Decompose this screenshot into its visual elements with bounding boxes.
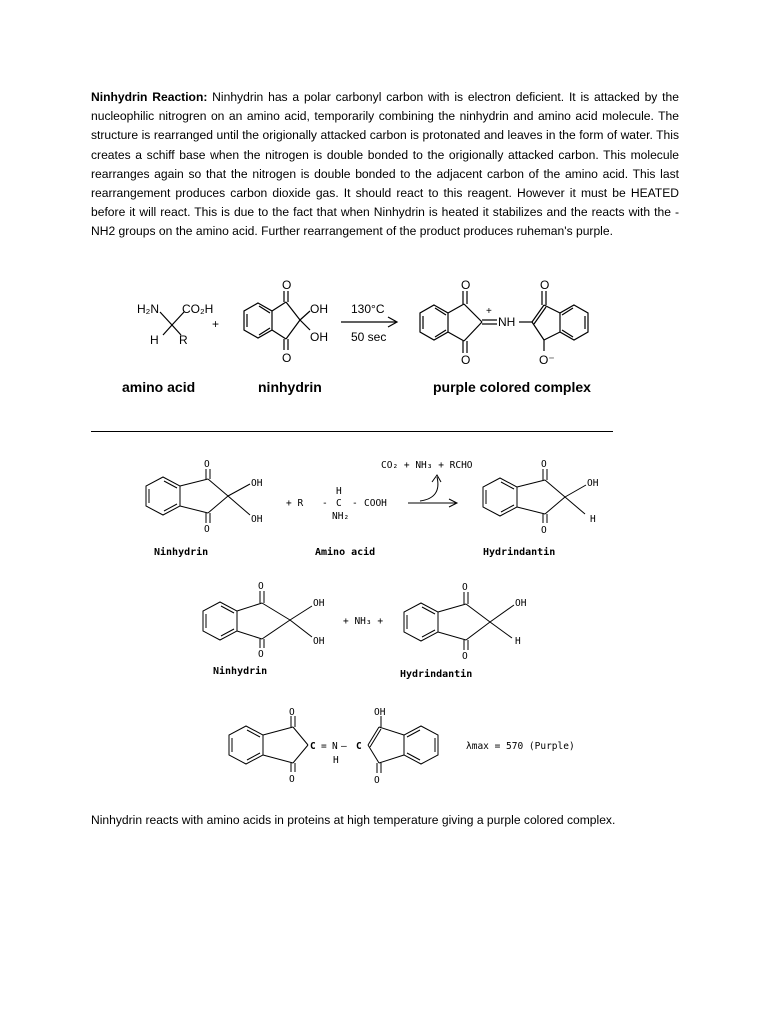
h-label: H — [150, 333, 159, 347]
r1-ninhydrin-oh1: OH — [251, 478, 263, 489]
r2-hydrindantin-oh: OH — [515, 598, 527, 609]
h2n-label: H₂N — [137, 302, 159, 316]
section-divider — [91, 431, 613, 432]
r3-c2: C — [356, 741, 362, 752]
ninhydrin-o-top: O — [282, 278, 292, 292]
ninhydrin-oh-1: OH — [310, 302, 328, 316]
hydrindantin-structure-2 — [404, 592, 514, 650]
r2-hydrindantin-h: H — [515, 636, 521, 647]
product-o-top-2: O — [540, 278, 550, 292]
product-o-minus: O⁻ — [539, 353, 555, 367]
r2-ninhydrin-o2: O — [258, 649, 264, 660]
r3-o2: O — [289, 774, 295, 785]
r1-ninhydrin-o1: O — [204, 459, 210, 470]
r2-ninhydrin-o1: O — [258, 581, 264, 592]
r2-hydrindantin-o1: O — [462, 582, 468, 593]
r1-ninhydrin-oh2: OH — [251, 514, 263, 525]
r3-o3: O — [374, 775, 380, 786]
co2h-label: CO₂H — [182, 302, 214, 316]
aa-h-label: H — [336, 486, 342, 497]
r2-ninhydrin-oh2: OH — [313, 636, 325, 647]
r1-product-o1: O — [541, 459, 547, 470]
r1-product-h: H — [590, 514, 596, 525]
r3-c1: C — [310, 741, 316, 752]
label-ninhydrin: ninhydrin — [258, 379, 322, 395]
reaction-arrow-2 — [408, 499, 457, 507]
r3-o1: O — [289, 707, 295, 718]
ninhydrin-structure-2 — [146, 469, 250, 523]
r3-h: H — [333, 755, 339, 766]
product-right-ring — [519, 291, 588, 351]
r1-product-oh: OH — [587, 478, 599, 489]
product-left-ring — [420, 291, 497, 353]
condition-time: 50 sec — [351, 330, 387, 344]
plus-charge: + — [486, 306, 492, 317]
hydrindantin-structure — [483, 469, 586, 523]
product-o-top-1: O — [461, 278, 471, 292]
ruhemann-left-ring — [229, 716, 308, 772]
r3-equals: = — [321, 741, 327, 752]
r2-label-ninhydrin: Ninhydrin — [213, 666, 268, 677]
r2-ninhydrin-oh1: OH — [313, 598, 325, 609]
label-amino-acid: amino acid — [122, 379, 196, 395]
label-purple-complex: purple colored complex — [433, 379, 591, 395]
r1-label-amino-acid: Amino acid — [315, 547, 376, 558]
r1-label-hydrindantin: Hydrindantin — [483, 547, 556, 558]
amino-acid-structure — [160, 312, 184, 335]
r1-label-ninhydrin: Ninhydrin — [154, 547, 209, 558]
ruhemann-right-ring — [368, 716, 438, 773]
closing-paragraph: Ninhydrin reacts with amino acids in proteins at high temperature giving a purple colored complex. — [91, 813, 616, 827]
intro-heading: Ninhydrin Reaction: — [91, 90, 208, 104]
ninhydrin-structure-3 — [203, 591, 312, 648]
intro-body: Ninhydrin has a polar carbonyl carbon with is electron deficient. It is attacked by the nucleophilic nitrogren on an amino acid, temporarily combining the ninhydrin and amino acid molecule. The structure is rearranged until the origionally attacked carbon is protonated and leaves in the form of water. This creates a schiff base when the nitrogen is double bonded to the origionally attacked carbon. This molecule rearranges again so that the nitrogen is double bonded to the adjacent carbon of the amino acid. This last rearrangement produces carbon dioxide gas. It should react to this reagent. However it must be HEATED before it will react. This is due to the fact that when Ninhydrin is heated it stabilizes and the reacts with the -NH2 groups on the amino acid. Further rearrangement of the product produces ruheman's purple. — [91, 90, 679, 239]
aa-c-label: C — [336, 498, 342, 509]
r2-label-hydrindantin: Hydrindantin — [400, 669, 473, 680]
plus-sign-1: + — [212, 317, 220, 331]
r3-n: N — [332, 741, 338, 752]
condition-temperature: 130°C — [351, 302, 385, 316]
r1-product-o2: O — [541, 525, 547, 536]
ninhydrin-oh-2: OH — [310, 330, 328, 344]
cooh-label: COOH — [364, 498, 387, 509]
lambda-max-label: λmax = 570 (Purple) — [466, 741, 575, 752]
byproducts-label: CO₂ + NH₃ + RCHO — [381, 460, 473, 471]
nh-label: NH — [498, 315, 516, 329]
byproduct-arrow — [420, 475, 441, 501]
dash-2: - — [352, 498, 358, 509]
ninhydrin-o-bottom: O — [282, 351, 292, 365]
plus-r-label: + R — [286, 498, 304, 509]
plus-nh3-label: + NH₃ + — [343, 616, 384, 627]
aa-nh2-label: NH₂ — [332, 511, 350, 522]
r1-ninhydrin-o2: O — [204, 524, 210, 535]
ninhydrin-structure — [244, 291, 310, 350]
product-o-bottom-1: O — [461, 353, 471, 367]
r-label: R — [179, 333, 188, 347]
r3-oh: OH — [374, 707, 386, 718]
reaction-arrow-1 — [341, 317, 397, 327]
dash-1: - — [322, 498, 328, 509]
r2-hydrindantin-o2: O — [462, 651, 468, 662]
r3-dash: — — [341, 741, 347, 752]
